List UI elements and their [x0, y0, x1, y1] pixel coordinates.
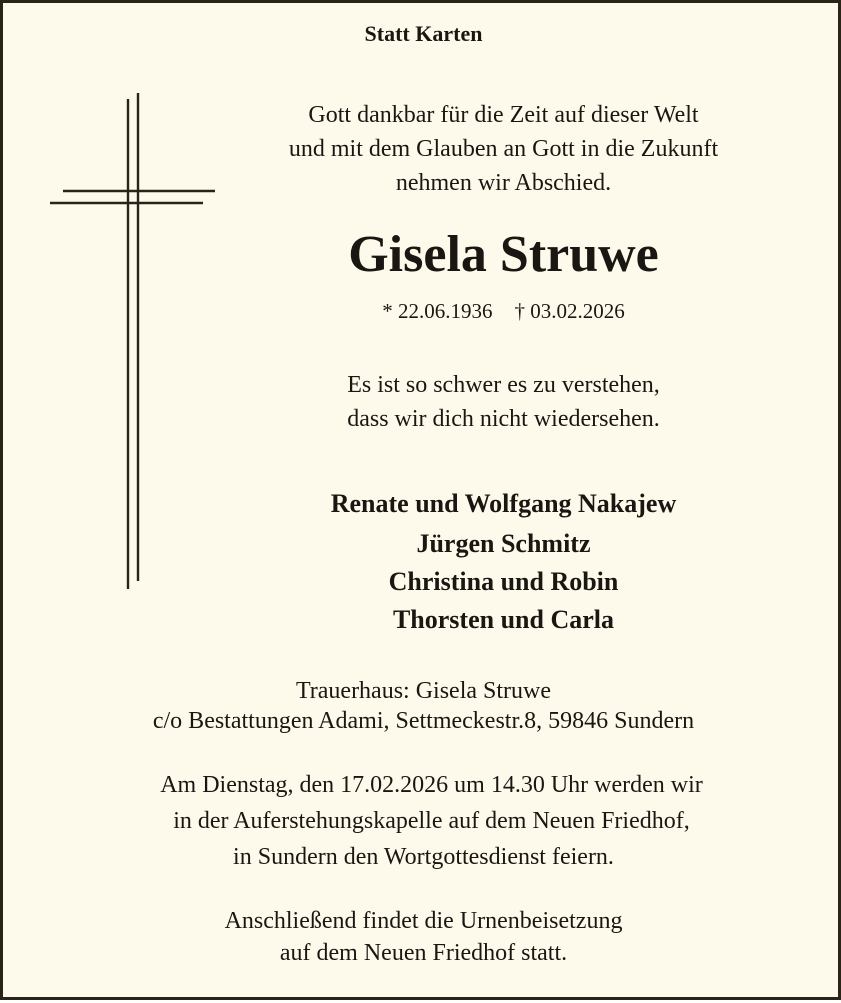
address-line-2: c/o Bestattungen Adami, Settmeckestr.8, 59846 Sundern [152, 708, 695, 734]
mourner-4: Thorsten und Carla [392, 605, 615, 634]
mourner-3: Christina und Robin [388, 567, 619, 596]
verse-line-1: Gott dankbar für die Zeit auf dieser Welt [308, 102, 699, 128]
burial-line-1: Anschließend findet die Urnenbeisetzung [224, 908, 623, 934]
verse2-line-2: dass wir dich nicht wiedersehen. [347, 406, 660, 432]
service-line-2: in der Auferstehungskapelle auf dem Neuen Friedhof, [173, 808, 690, 834]
service-line-3: in Sundern den Wortgottesdienst feiern. [233, 844, 614, 870]
verse2-line-1: Es ist so schwer es zu verstehen, [347, 372, 660, 398]
birth-date: * 22.06.1936 [382, 299, 493, 323]
verse-line-3: nehmen wir Abschied. [395, 170, 612, 196]
burial-line-2: auf dem Neuen Friedhof statt. [279, 940, 568, 966]
mourner-2: Jürgen Schmitz [416, 529, 591, 558]
header-label: Statt Karten [364, 21, 483, 46]
death-date: † 03.02.2026 [514, 299, 625, 323]
service-line-1: Am Dienstag, den 17.02.2026 um 14.30 Uhr werden wir [160, 772, 703, 798]
verse-line-2: und mit dem Glauben an Gott in die Zukunft [288, 136, 719, 162]
deceased-name: Gisela Struwe [348, 226, 659, 283]
address-line-1: Trauerhaus: Gisela Struwe [295, 678, 552, 704]
mourner-1: Renate und Wolfgang Nakajew [330, 489, 677, 518]
life-dates [83, 301, 841, 322]
